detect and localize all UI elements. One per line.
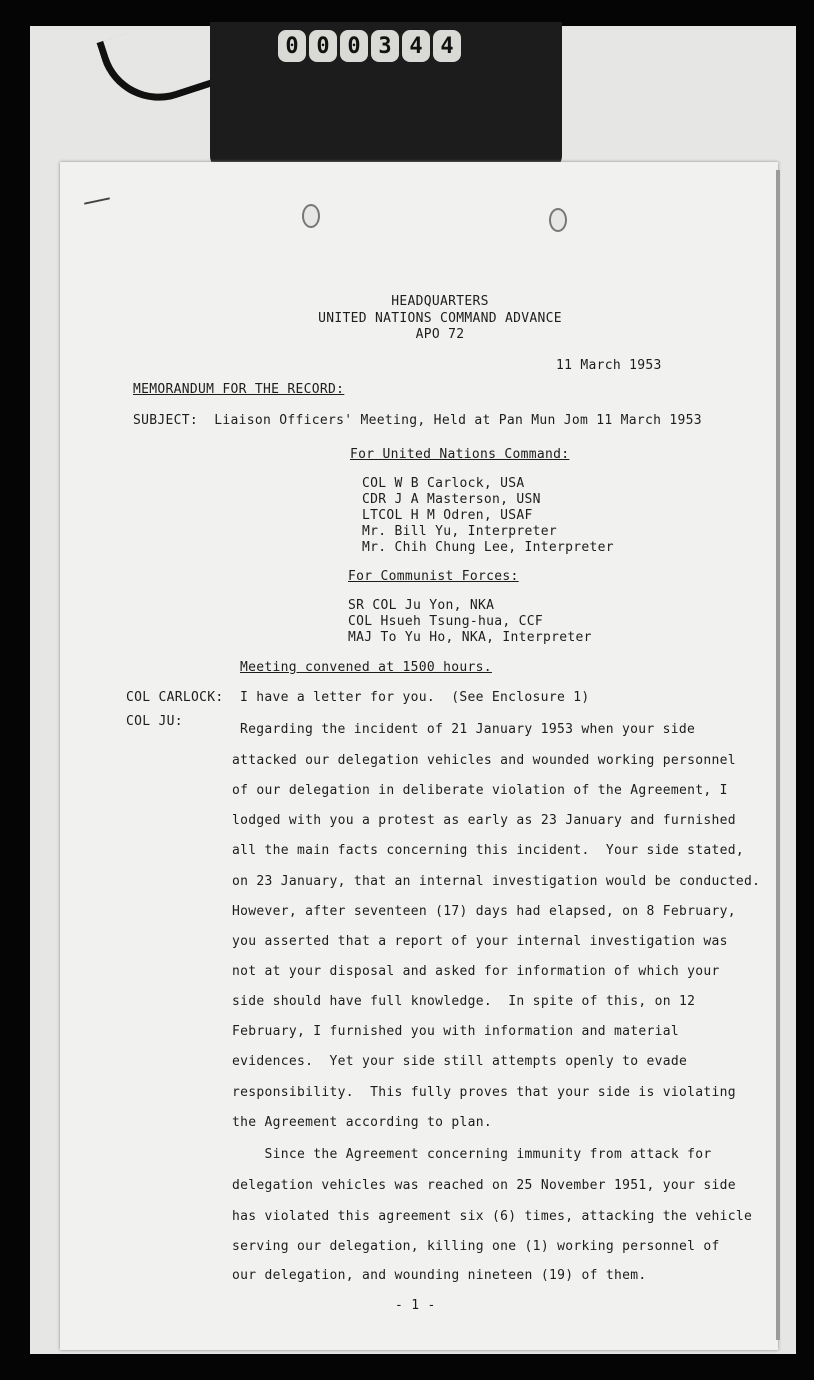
body-line: responsibility. This fully proves that your side is violating [232,1085,736,1100]
speaker-label: COL CARLOCK: [126,690,224,705]
punch-hole-left [302,204,320,228]
un-member: Mr. Chih Chung Lee, Interpreter [362,540,614,555]
body-line: not at your disposal and asked for information of which your [232,964,720,979]
body-line: lodged with you a protest as early as 23 January and furnished [232,813,736,828]
header-line-3: APO 72 [415,327,465,342]
body-line: side should have full knowledge. In spite of this, on 12 [232,994,696,1009]
memo-subject: SUBJECT: Liaison Officers' Meeting, Held at Pan Mun Jom 11 March 1953 [133,413,702,428]
counter-digit: 0 [278,30,306,62]
un-heading: For United Nations Command: [350,447,570,462]
body-line: on 23 January, that an internal investigation would be conducted. [232,874,761,889]
un-member: CDR J A Masterson, USN [362,492,541,507]
cf-heading: For Communist Forces: [348,569,519,584]
body-line: evidences. Yet your side still attempts openly to evade [232,1054,688,1069]
speaker-label: COL JU: [126,714,183,729]
counter-digit: 0 [340,30,368,62]
body-line: However, after seventeen (17) days had elapsed, on 8 February, [232,904,736,919]
cf-member: MAJ To Yu Ho, NKA, Interpreter [348,630,592,645]
un-member: COL W B Carlock, USA [362,476,525,491]
statement-text: Regarding the incident of 21 January 1953 when your side [240,722,696,737]
statement-text: I have a letter for you. (See Enclosure 1) [240,690,590,705]
punch-hole-right [549,208,567,232]
body-line: you asserted that a report of your internal investigation was [232,934,728,949]
counter-digit: 4 [433,30,461,62]
cf-member: SR COL Ju Yon, NKA [348,598,495,613]
counter-digit: 4 [402,30,430,62]
memo-title: MEMORANDUM FOR THE RECORD: [133,382,345,397]
body-line: our delegation, and wounding nineteen (19) of them. [232,1268,647,1283]
body-line: the Agreement according to plan. [232,1115,493,1130]
header-line-1: HEADQUARTERS [391,294,489,309]
counter-digit: 0 [309,30,337,62]
cf-member: COL Hsueh Tsung-hua, CCF [348,614,544,629]
un-member: LTCOL H M Odren, USAF [362,508,533,523]
body-line: of our delegation in deliberate violation of the Agreement, I [232,783,728,798]
body-line: all the main facts concerning this incident. Your side stated, [232,843,744,858]
body-line: delegation vehicles was reached on 25 November 1951, your side [232,1178,736,1193]
memo-date: 11 March 1953 [556,358,662,373]
page-edge [776,170,780,1340]
un-member: Mr. Bill Yu, Interpreter [362,524,558,539]
body-line: attacked our delegation vehicles and wounded working personnel [232,753,736,768]
body-line: Since the Agreement concerning immunity from attack for [232,1147,712,1162]
counter-digit: 3 [371,30,399,62]
meeting-convened: Meeting convened at 1500 hours. [240,660,492,675]
body-line: has violated this agreement six (6) times, attacking the vehicle [232,1209,753,1224]
body-line: February, I furnished you with information and material [232,1024,679,1039]
page-number: - 1 - [395,1298,436,1313]
body-line: serving our delegation, killing one (1) working personnel of [232,1239,720,1254]
header-line-2: UNITED NATIONS COMMAND ADVANCE [318,311,562,326]
frame-counter [278,30,461,66]
